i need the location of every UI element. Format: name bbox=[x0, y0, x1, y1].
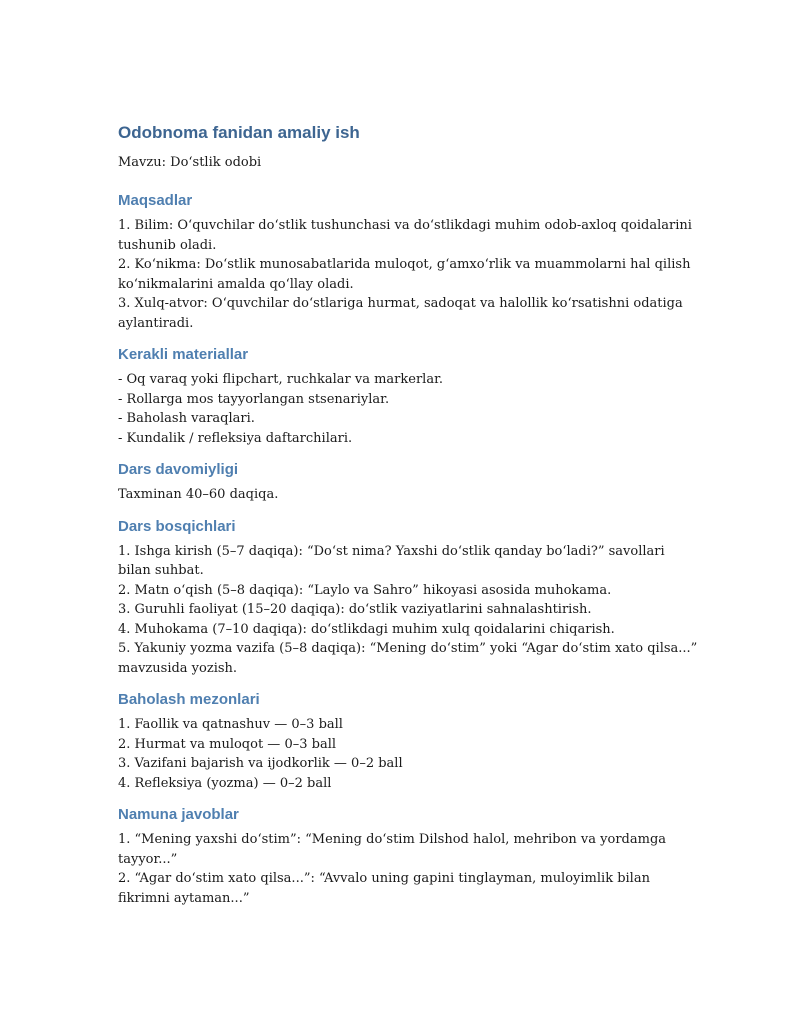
list-item: - Kundalik / refleksiya daftarchilari. bbox=[118, 430, 353, 446]
list-item: 4. Muhokama (7–10 daqiqa): do‘stlikdagi muhim xulq qoidalarini chiqarish. bbox=[118, 621, 615, 637]
list-item: 5. Yakuniy yozma vazifa (5–8 daqiqa): “Mening do‘stim” yoki “Agar do‘stim xato qilsa...” mavzusida yozish. bbox=[118, 641, 698, 676]
list-item: 1. “Mening yaxshi do‘stim”: “Mening do‘stim Dilshod halol, mehribon va yordamga tayyor...” bbox=[118, 832, 667, 867]
list-item: 3. Guruhli faoliyat (15–20 daqiqa): do‘stlik vaziyatlarini sahnalashtirish. bbox=[118, 602, 592, 617]
section-dars-davomiyligi bbox=[118, 460, 698, 505]
list-item: 2. Matn o‘qish (5–8 daqiqa): “Laylo va Sahro” hikoyasi asosida muhokama. bbox=[118, 582, 612, 598]
section-heading: Namuna javoblar bbox=[118, 806, 239, 823]
list-item: 4. Refleksiya (yozma) — 0–2 ball bbox=[118, 775, 332, 791]
section-heading: Dars davomiyligi bbox=[118, 461, 239, 478]
list-item: 3. Xulq-atvor: O‘quvchilar do‘stlariga hurmat, sadoqat va halollik ko‘rsatishni odatiga aylantiradi. bbox=[118, 296, 683, 331]
list-item: 1. Bilim: O‘quvchilar do‘stlik tushunchasi va do‘stlikdagi muhim odob-axloq qoidalarini tushunib oladi. bbox=[118, 218, 692, 253]
section-maqsadlar bbox=[118, 191, 698, 333]
document-subtitle: Mavzu: Do‘stlik odobi bbox=[118, 155, 262, 170]
list-item: - Rollarga mos tayyorlangan stsenariylar. bbox=[118, 391, 390, 407]
list-item: - Baholash varaqlari. bbox=[118, 411, 255, 426]
list-item: 2. Ko‘nikma: Do‘stlik munosabatlarida muloqot, g‘amxo‘rlik va muammolarni hal qilish ko‘nikmalarini amalda qo‘llay oladi. bbox=[118, 257, 691, 292]
list-item: 3. Vazifani bajarish va ijodkorlik — 0–2 ball bbox=[118, 756, 403, 771]
list-item: 2. “Agar do‘stim xato qilsa...”: “Avvalo uning gapini tinglayman, muloyimlik bilan fikrimni aytaman...” bbox=[118, 871, 650, 906]
section-dars-bosqichlari bbox=[118, 517, 698, 679]
document-page bbox=[118, 118, 698, 908]
section-kerakli-materiallar bbox=[118, 345, 698, 448]
list-item: 2. Hurmat va muloqot — 0–3 ball bbox=[118, 736, 337, 752]
list-item: - Oq varaq yoki flipchart, ruchkalar va markerlar. bbox=[118, 372, 443, 387]
section-baholash-mezonlari bbox=[118, 690, 698, 793]
section-heading: Kerakli materiallar bbox=[118, 346, 249, 363]
document-title: Odobnoma fanidan amaliy ish bbox=[118, 123, 360, 142]
list-item: 1. Faollik va qatnashuv — 0–3 ball bbox=[118, 717, 343, 732]
section-namuna-javoblar bbox=[118, 805, 698, 908]
section-heading: Baholash mezonlari bbox=[118, 691, 260, 708]
section-heading: Dars bosqichlari bbox=[118, 517, 236, 535]
paragraph: Taxminan 40–60 daqiqa. bbox=[118, 487, 279, 502]
list-item: 1. Ishga kirish (5–7 daqiqa): “Do‘st nima? Yaxshi do‘stlik qanday bo‘ladi?” savollari bilan suhbat. bbox=[118, 543, 665, 578]
section-heading: Maqsadlar bbox=[118, 192, 193, 209]
